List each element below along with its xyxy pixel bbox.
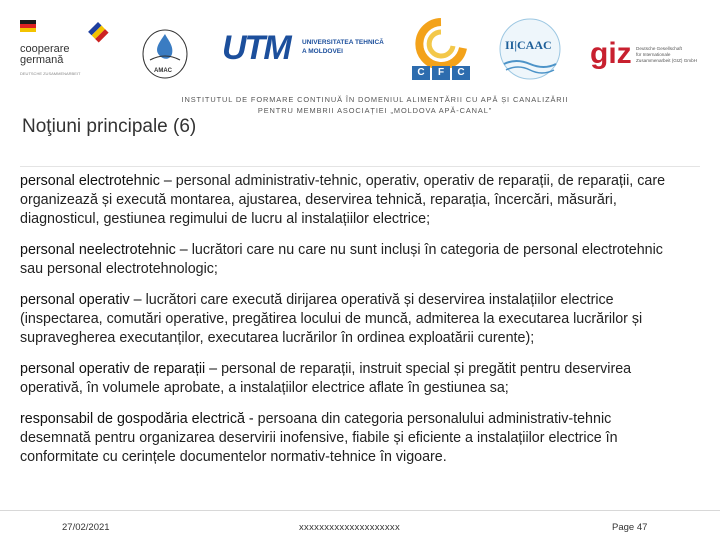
amac-logo xyxy=(140,24,190,80)
page-title: Noţiuni principale (6) xyxy=(22,116,197,137)
definition-term: personal electrotehnic – xyxy=(20,173,176,189)
footer-center-text: xxxxxxxxxxxxxxxxxxxx xyxy=(299,522,400,533)
institute-header-line1: INSTITUTUL DE FORMARE CONTINUĂ ÎN DOMENIUL ALIMENTĂRII CU APĂ ȘI CANALIZĂRII xyxy=(181,95,569,104)
cfc-letter-f: F xyxy=(432,66,450,80)
definition-item xyxy=(20,291,670,348)
title-divider xyxy=(20,166,700,167)
definitions-list xyxy=(20,172,670,479)
institute-header xyxy=(175,94,575,116)
iicaac-label: II|CAAC xyxy=(505,38,552,52)
cfc-logo xyxy=(408,18,474,82)
definition-text: personal de reparații, instruit special și pregătit pentru deservirea operativă, în volumele aprobate, a instalațiilor electrice aflate în gestiunea sa; xyxy=(20,361,632,396)
definition-term: personal neelectrotehnic – xyxy=(20,242,192,258)
giz-line1: Deutsche Gesellschaft xyxy=(636,46,682,51)
germana-text: germană xyxy=(20,54,64,66)
definition-text: personal administrativ-tehnic, operativ, operativ de reparații, de reparații, care organizează și execută montarea, ajustarea, deservirea tehnică, reparația, încercări, măsurări, diagnosticul, gestiunea regimului de lucru al instalațiilor electrice; xyxy=(20,173,666,227)
definition-text: lucrători care nu care nu sunt incluși în categoria de personal electrotehnic sau personal electrotehnologic; xyxy=(20,242,663,277)
utm-line1: UNIVERSITATEA TEHNICĂ xyxy=(302,39,384,46)
cfc-letter-c2: C xyxy=(452,66,470,80)
definition-term: personal operativ de reparații – xyxy=(20,361,222,377)
definition-term: responsabil de gospodăria electrică - xyxy=(20,411,258,427)
footer-page-number: Page 47 xyxy=(612,522,648,533)
footer-date: 27/02/2021 xyxy=(62,522,110,533)
giz-line3: Zusammenarbeit (GIZ) GmbH xyxy=(636,58,698,63)
amac-label: AMAC xyxy=(154,68,172,74)
definition-item xyxy=(20,360,670,398)
giz-mark: giz xyxy=(590,37,632,70)
giz-logo xyxy=(590,38,710,78)
definition-item xyxy=(20,410,670,467)
definition-text: lucrători care execută dirijarea operativă și deservirea instalațiilor electrice (inspectarea, comutări operative, pregătirea locului de muncă, admiterea la executarea lucrărilor și supravegherea executanților, executarea lucrărilor în ordinea exploatării curente); xyxy=(20,292,643,346)
cooperare-germana-logo xyxy=(20,20,112,76)
definition-text: persoana din categoria personalului administrativ-tehnic desemnată pentru organizarea deservirii inofensive, fiabile și eficiente a instalațiilor electrice în conformitate cu cerințele documentelor normativ-tehnice în vigoare. xyxy=(20,411,618,465)
cooperare-subtext: DEUTSCHE ZUSAMMENARBEIT xyxy=(20,71,81,76)
iicaac-logo xyxy=(496,16,564,82)
cooperare-text: cooperare xyxy=(20,43,70,55)
definition-item xyxy=(20,172,670,229)
institute-header-line2: PENTRU MEMBRII ASOCIAȚIEI „MOLDOVA APĂ-CANAL” xyxy=(257,106,493,115)
cfc-letter-c1: C xyxy=(412,66,430,80)
utm-line2: A MOLDOVEI xyxy=(302,48,343,55)
definition-item xyxy=(20,241,670,279)
utm-logo xyxy=(222,30,394,70)
utm-mark: UTM xyxy=(222,29,290,67)
giz-line2: für Internationale xyxy=(636,52,671,57)
footer-divider xyxy=(0,510,720,511)
logo-bar xyxy=(0,0,720,92)
definition-term: personal operativ – xyxy=(20,292,146,308)
